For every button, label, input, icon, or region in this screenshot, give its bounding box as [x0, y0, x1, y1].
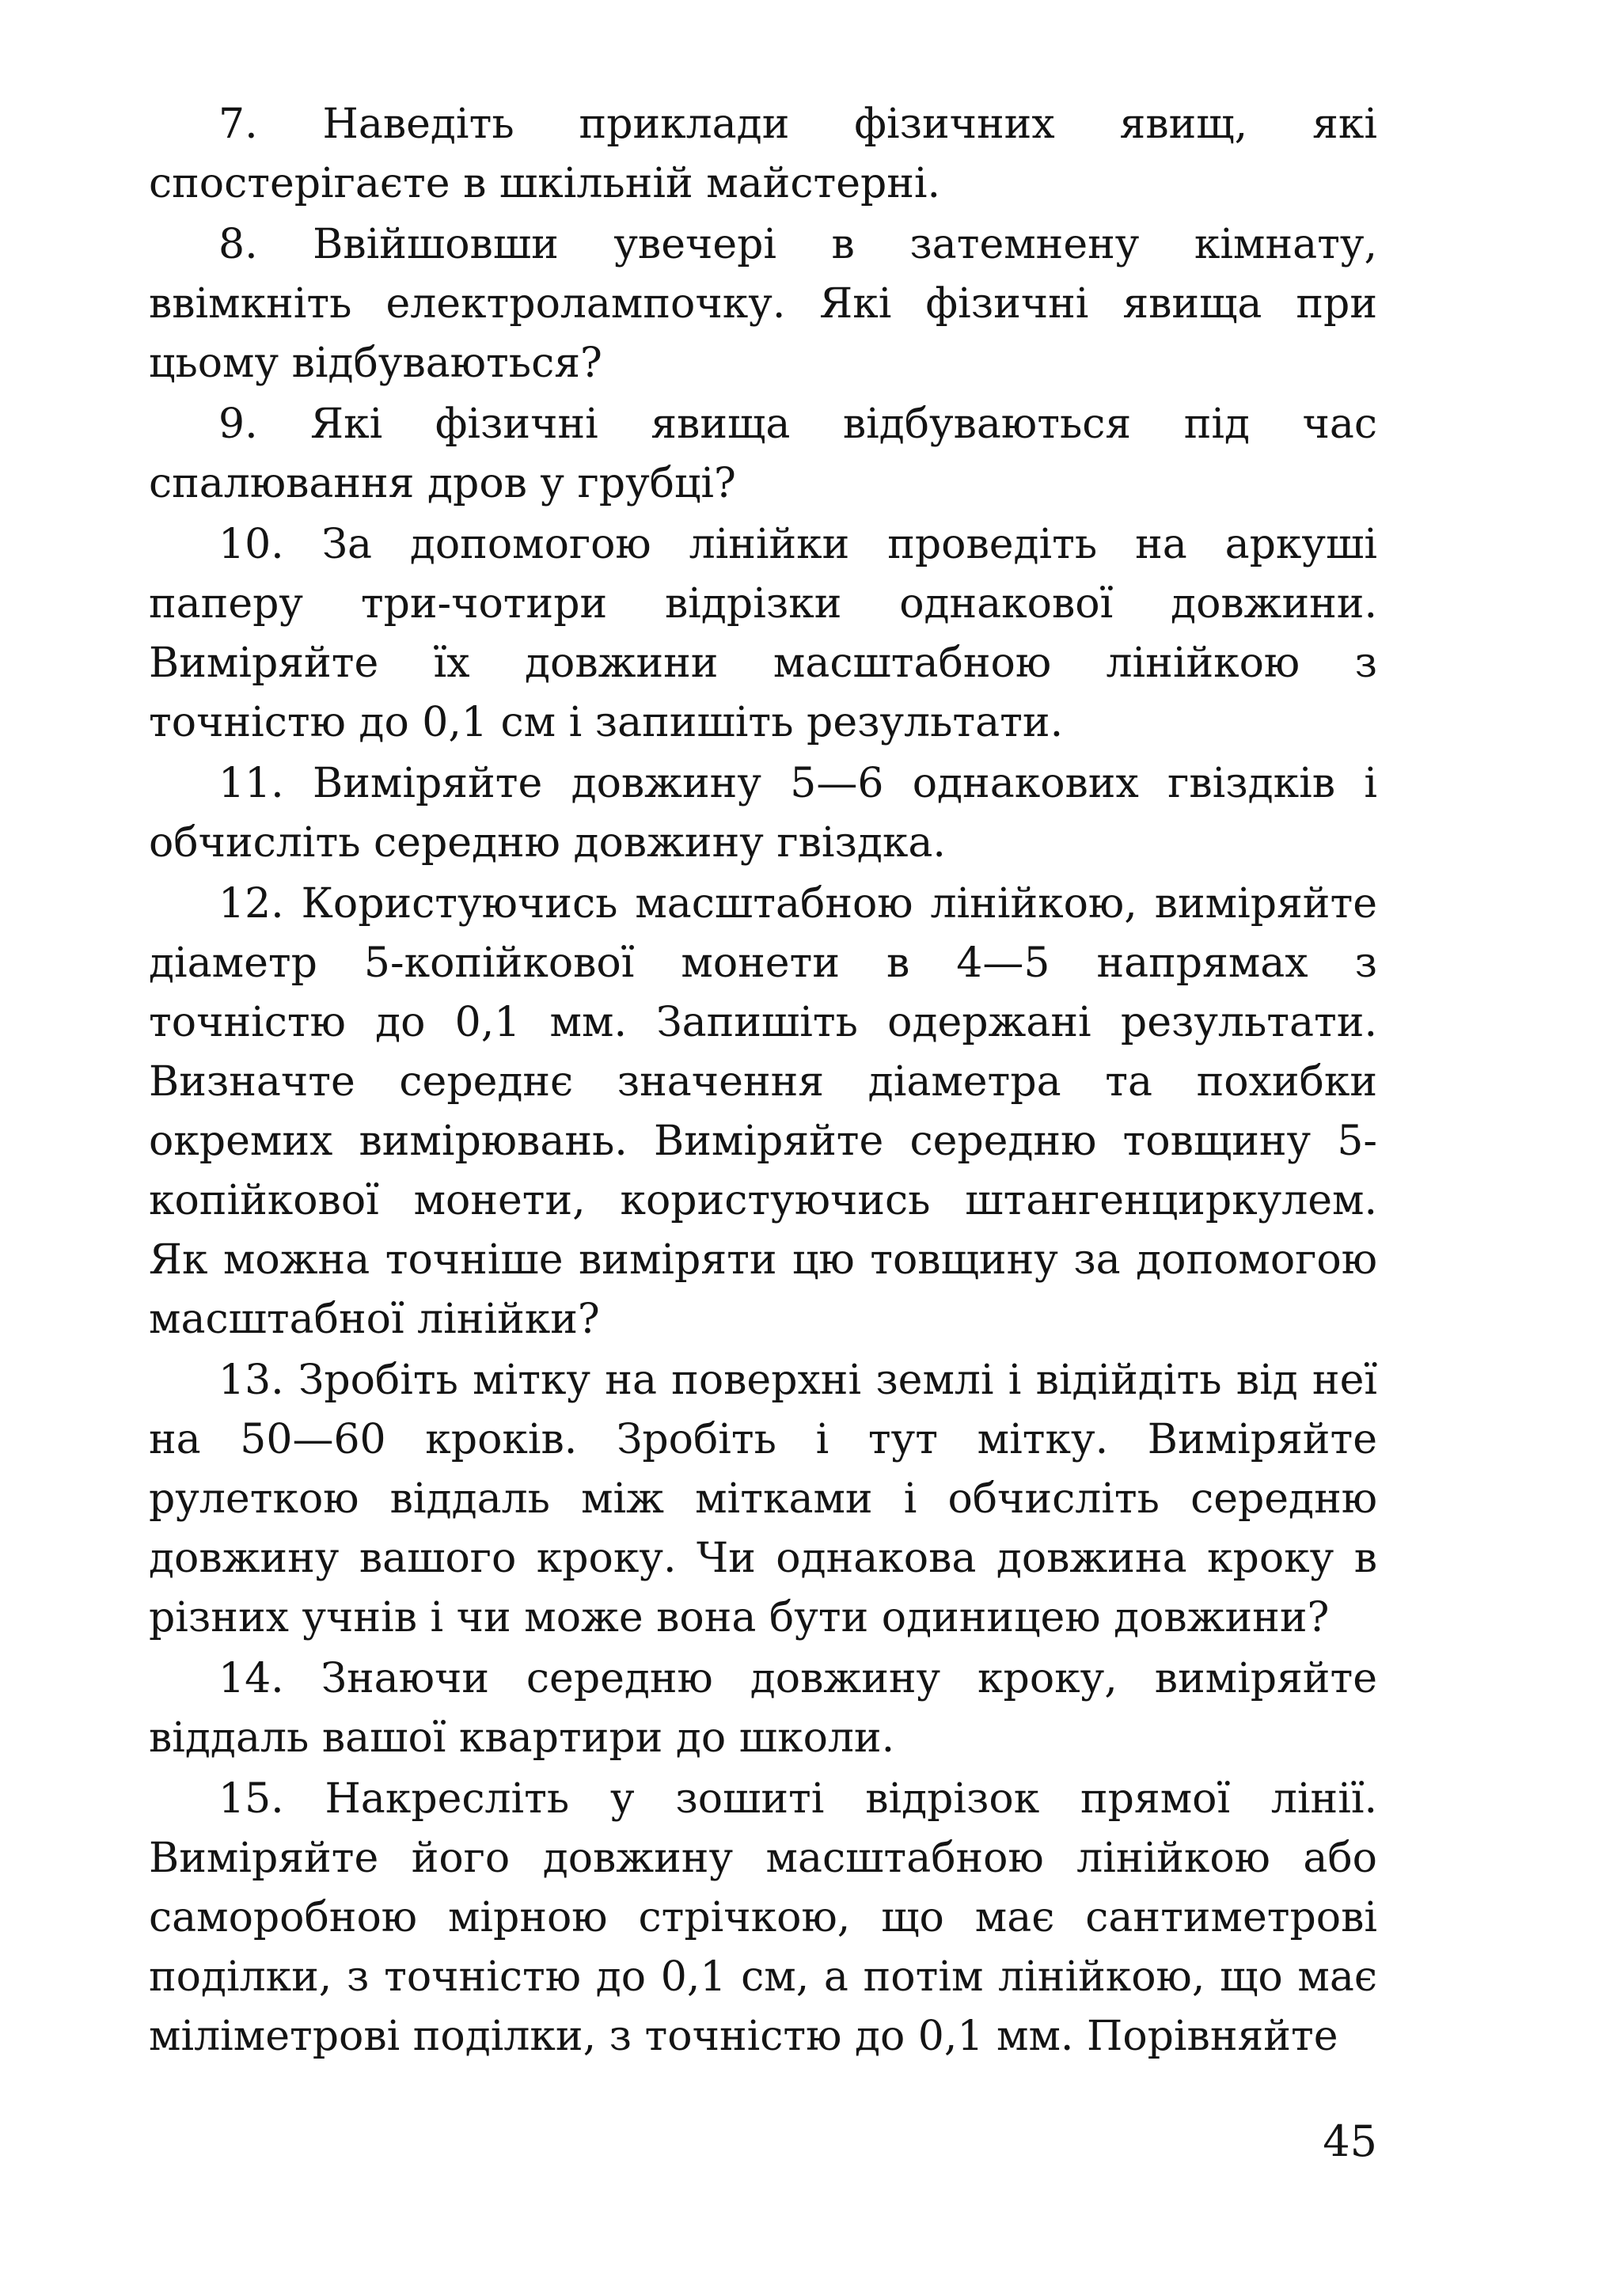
- exercise-11: 11. Виміряйте довжину 5—6 однакових гвіздків і обчисліть середню довжину гвіздка.: [149, 760, 1377, 867]
- page-number: 45: [1323, 2116, 1377, 2166]
- exercise-14: 14. Знаючи середню довжину кроку, виміряйте віддаль вашої квартири до школи.: [149, 1655, 1377, 1762]
- exercise-list: [149, 95, 1377, 2068]
- exercise-7: 7. Наведіть приклади фізичних явищ, які спостерігаєте в шкільній майстерні.: [149, 101, 1377, 207]
- exercise-13: 13. Зробіть мітку на поверхні землі і відійдіть від неї на 50—60 кроків. Зробіть і тут мітку. Виміряйте рулеткою віддаль між мітками і обчисліть середню довжину вашого кроку. Чи однакова довжина кроку в різних учнів і чи може вона бути одиницею довжини?: [149, 1357, 1377, 1641]
- exercise-12: 12. Користуючись масштабною лінійкою, виміряйте діаметр 5-копійкової монети в 4—5 напрямах з точністю до 0,1 мм. Запишіть одержані результати. Визначте середнє значення діаметра та похибки окремих вимірювань. Виміряйте середню товщину 5-копійкової монети, користуючись штангенциркулем. Як можна точніше виміряти цю товщину за допомогою масштабної лінійки?: [149, 880, 1377, 1343]
- exercise-15: 15. Накресліть у зошиті відрізок прямої лінії. Виміряйте його довжину масштабною лінійкою або саморобною мірною стрічкою, що має сантиметрові поділки, з точністю до 0,1 см, а потім лінійкою, що має міліметрові поділки, з точністю до 0,1 мм. Порівняйте: [149, 1775, 1377, 2060]
- exercise-10: 10. За допомогою лінійки проведіть на аркуші паперу три-чотири відрізки однакової довжини. Виміряйте їх довжини масштабною лінійкою з точністю до 0,1 см і запишіть результати.: [149, 521, 1377, 746]
- exercise-8: 8. Ввійшовши увечері в затемнену кімнату, ввімкніть електролампочку. Які фізичні явища при цьому відбуваються?: [149, 221, 1377, 387]
- exercise-9: 9. Які фізичні явища відбуваються під час спалювання дров у грубці?: [149, 400, 1377, 507]
